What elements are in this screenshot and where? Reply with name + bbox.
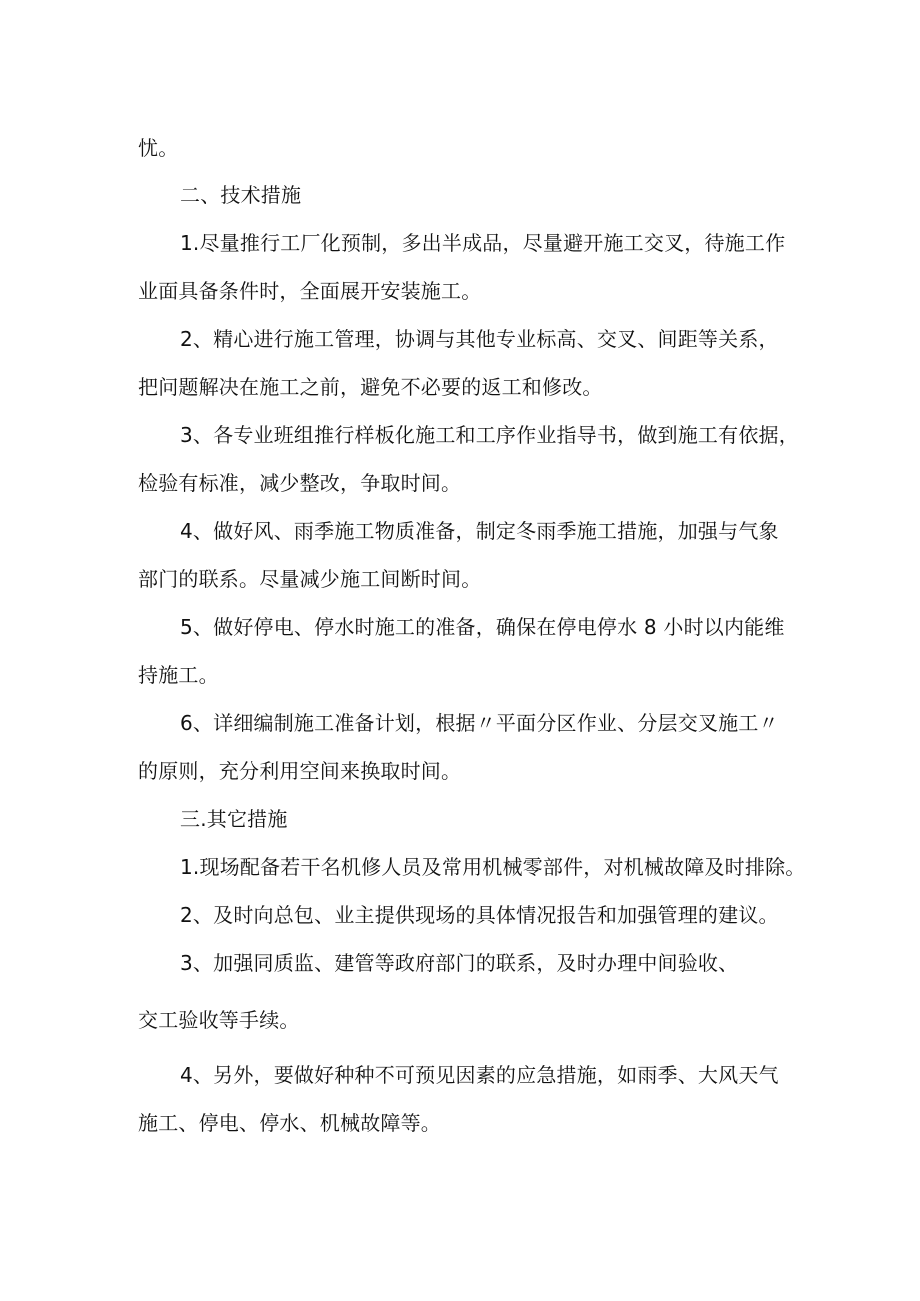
section-heading: 三.其它措施 <box>180 807 288 831</box>
text-line: 2、精心进行施工管理，协调与其他专业标高、交叉、间距等关系， <box>180 327 779 351</box>
text-line: 4、另外，要做好种种不可预见因素的应急措施，如雨季、大风天气 <box>180 1063 779 1087</box>
section-heading: 二、技术措施 <box>180 183 302 207</box>
text-line: 3、加强同质监、建管等政府部门的联系，及时办理中间验收、 <box>180 951 739 975</box>
text-line: 1.尽量推行工厂化预制，多出半成品，尽量避开施工交叉，待施工作 <box>180 231 786 255</box>
text-line: 的原则，充分利用空间来换取时间。 <box>138 759 462 783</box>
text-line: 3、各专业班组推行样板化施工和工序作业指导书，做到施工有依据， <box>180 423 799 447</box>
text-line: 检验有标准，减少整改，争取时间。 <box>138 471 462 495</box>
text-line: 持施工。 <box>138 663 219 687</box>
text-line: 2、及时向总包、业主提供现场的具体情况报告和加强管理的建议。 <box>180 903 779 927</box>
text-line: 交工验收等手续。 <box>138 1008 300 1032</box>
text-line: 5、做好停电、停水时施工的准备，确保在停电停水 8 小时以内能维 <box>180 615 785 639</box>
text-line: 业面具备条件时，全面展开安装施工。 <box>138 279 482 303</box>
text-line: 忧。 <box>138 136 179 160</box>
text-line: 6、详细编制施工准备计划，根据〃平面分区作业、分层交叉施工〃 <box>180 711 779 735</box>
text-line: 施工、停电、停水、机械故障等。 <box>138 1111 441 1135</box>
text-line: 1.现场配备若干名机修人员及常用机械零部件，对机械故障及时排除。 <box>180 855 806 879</box>
text-line: 4、做好风、雨季施工物质准备，制定冬雨季施工措施，加强与气象 <box>180 519 779 543</box>
text-line: 部门的联系。尽量减少施工间断时间。 <box>138 567 482 591</box>
text-line: 把问题解决在施工之前，避免不必要的返工和修改。 <box>138 375 603 399</box>
